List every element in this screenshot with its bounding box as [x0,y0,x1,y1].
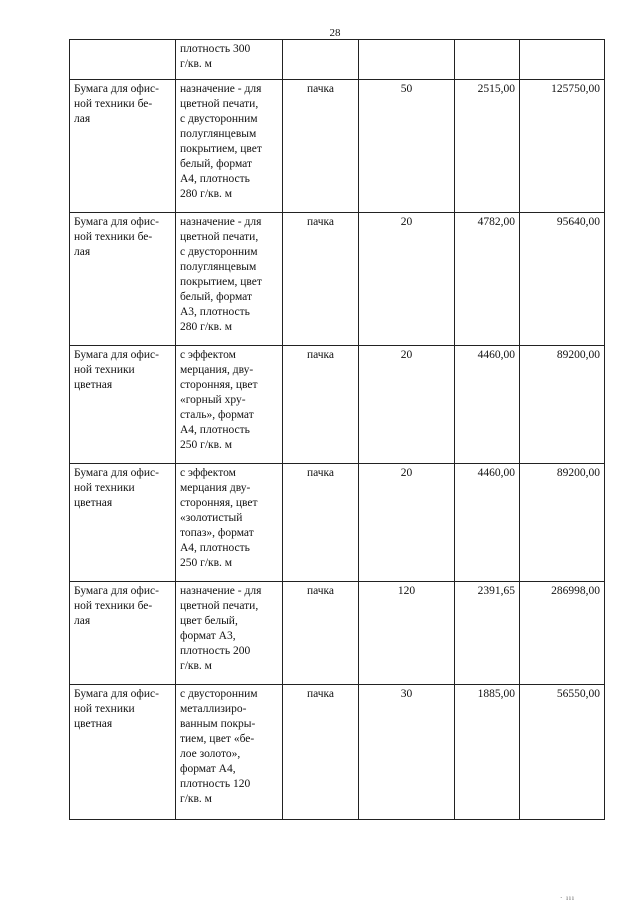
item-description: с эффектом мерцания дву- сторонняя, цвет «золотистый топаз», формат А4, плотность 250 г/кв. м [180,467,258,569]
item-description-cell [176,40,283,80]
item-description-cell [176,213,283,346]
item-name: Бумага для офис- ной техники цветная [74,467,159,509]
item-total-sum: 286998,00 [520,582,605,685]
item-name-cell [70,464,176,582]
item-description-cell [176,464,283,582]
item-description-cell [176,346,283,464]
item-total-sum: 89200,00 [520,464,605,582]
item-name-cell [70,582,176,685]
item-description: с эффектом мерцания, дву- сторонняя, цвет «горный хру- сталь», формат А4, плотность 250 г/кв. м [180,349,258,451]
table-row [70,40,605,80]
item-description: с двусторонним металлизиро- ванным покры- тием, цвет «бе- лое золото», формат А4, плотность 120 г/кв. м [180,688,258,805]
item-unit: пачка [283,80,359,213]
item-unit: пачка [283,582,359,685]
item-quantity: 20 [359,213,455,346]
item-quantity: 20 [359,464,455,582]
item-name-cell [70,685,176,820]
table-row [70,80,605,213]
item-name: Бумага для офис- ной техники бе- лая [74,216,159,258]
item-name: Бумага для офис- ной техники бе- лая [74,585,159,627]
item-name: Бумага для офис- ной техники цветная [74,349,159,391]
item-unit-price: 2391,65 [455,582,520,685]
table-row [70,213,605,346]
item-description: плотность 300 г/кв. м [180,43,251,70]
item-unit: пачка [283,213,359,346]
item-quantity [359,40,455,80]
item-quantity: 20 [359,346,455,464]
item-description: назначение - для цветной печати, с двусторонним полуглянцевым покрытием, цвет белый, формат А4, плотность 280 г/кв. м [180,83,262,200]
table-row [70,464,605,582]
item-description-cell [176,80,283,213]
item-quantity: 30 [359,685,455,820]
item-unit: пачка [283,464,359,582]
table-row [70,582,605,685]
item-name-cell [70,346,176,464]
item-total-sum: 89200,00 [520,346,605,464]
scan-corner-mark: · ııı [560,894,575,902]
item-name-cell [70,213,176,346]
item-total-sum [520,40,605,80]
item-description: назначение - для цветной печати, цвет белый, формат А3, плотность 200 г/кв. м [180,585,262,672]
table-row [70,685,605,820]
item-name-cell [70,40,176,80]
item-total-sum: 95640,00 [520,213,605,346]
item-unit-price: 4460,00 [455,464,520,582]
item-description-cell [176,582,283,685]
item-name: Бумага для офис- ной техники цветная [74,688,159,730]
item-description: назначение - для цветной печати, с двусторонним полуглянцевым покрытием, цвет белый, формат А3, плотность 280 г/кв. м [180,216,262,333]
item-unit-price: 1885,00 [455,685,520,820]
page-number: 28 [329,27,341,39]
item-name-cell [70,80,176,213]
table-row [70,346,605,464]
item-total-sum: 125750,00 [520,80,605,213]
item-unit: пачка [283,346,359,464]
item-unit-price: 4460,00 [455,346,520,464]
item-unit-price [455,40,520,80]
product-spec-table [69,39,605,820]
item-quantity: 120 [359,582,455,685]
item-unit: пачка [283,685,359,820]
item-unit-price: 2515,00 [455,80,520,213]
item-total-sum: 56550,00 [520,685,605,820]
item-unit [283,40,359,80]
item-unit-price: 4782,00 [455,213,520,346]
item-name: Бумага для офис- ной техники бе- лая [74,83,159,125]
item-description-cell [176,685,283,820]
item-quantity: 50 [359,80,455,213]
